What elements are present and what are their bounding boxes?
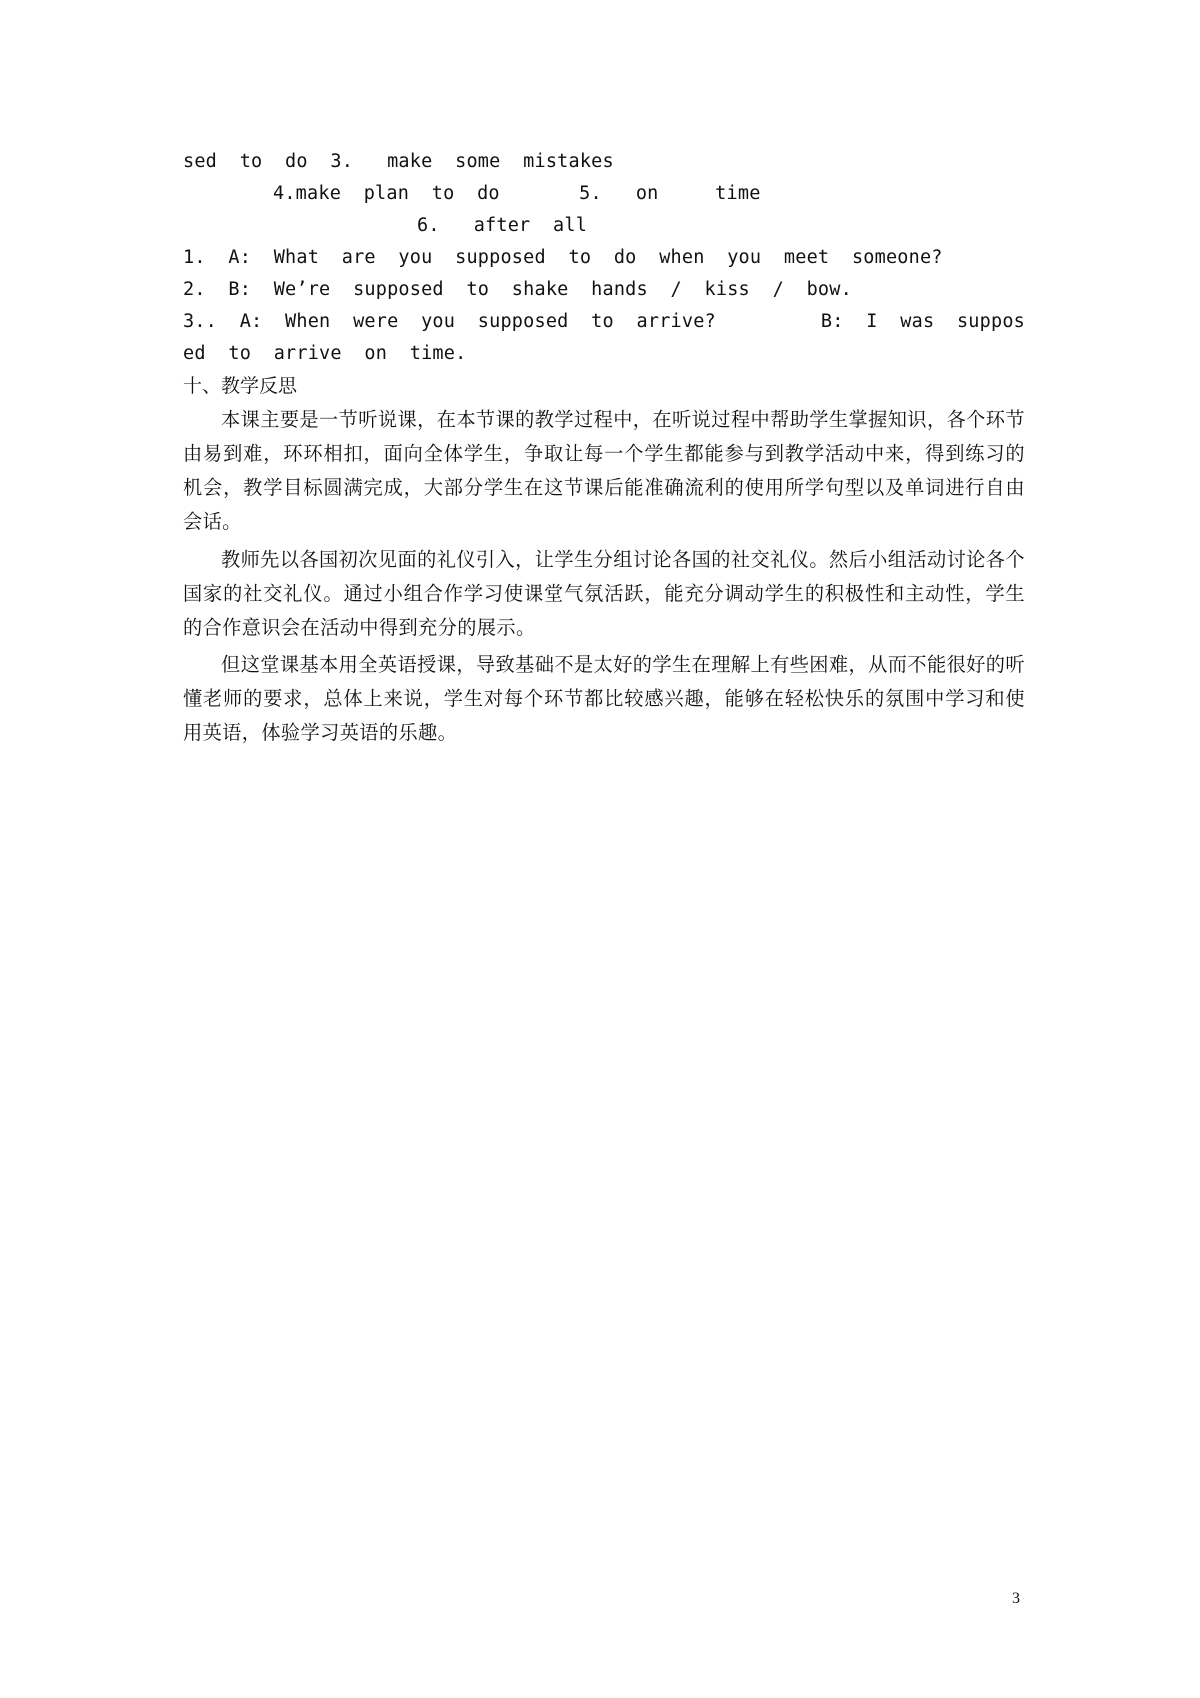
reflection-paragraph-3: 但这堂课基本用全英语授课，导致基础不是太好的学生在理解上有些困难，从而不能很好的听懂老师的要求，总体上来说，学生对每个环节都比较感兴趣，能够在轻松快乐的氛围中学习和使用英语，体验学习英语的乐趣。 <box>183 653 1025 744</box>
phrase-line-2: 4.make plan to do 5. on time <box>273 183 761 204</box>
dialogue-line-3-answer: B: I was suppos <box>820 311 1025 332</box>
phrase-line-1: sed to do 3. make some mistakes <box>183 151 614 172</box>
dialogue-line-3 <box>183 307 1025 337</box>
dialogue-line-1: 1. A: What are you supposed to do when you meet someone? <box>183 247 943 268</box>
phrase-line-3: 6. after all <box>417 215 588 236</box>
page-number: 3 <box>1012 1590 1020 1607</box>
dialogue-line-2: 2. B: We’re supposed to shake hands / kiss / bow. <box>183 279 852 300</box>
reflection-paragraph-1: 本课主要是一节听说课，在本节课的教学过程中，在听说过程中帮助学生掌握知识，各个环节由易到难，环环相扣，面向全体学生，争取让每一个学生都能参与到教学活动中来，得到练习的机会，教学目标圆满完成，大部分学生在这节课后能准确流利的使用所学句型以及单词进行自由会话。 <box>183 408 1025 533</box>
reflection-paragraph-2: 教师先以各国初次见面的礼仪引入，让学生分组讨论各国的社交礼仪。然后小组活动讨论各个国家的社交礼仪。通过小组合作学习使课堂气氛活跃，能充分调动学生的积极性和主动性，学生的合作意识会在活动中得到充分的展示。 <box>183 548 1025 639</box>
dialogue-line-3-question: 3.. A: When were you supposed to arrive? <box>183 311 716 332</box>
section-heading: 十、教学反思 <box>183 375 298 397</box>
dialogue-line-3-continued: ed to arrive on time. <box>183 343 467 364</box>
